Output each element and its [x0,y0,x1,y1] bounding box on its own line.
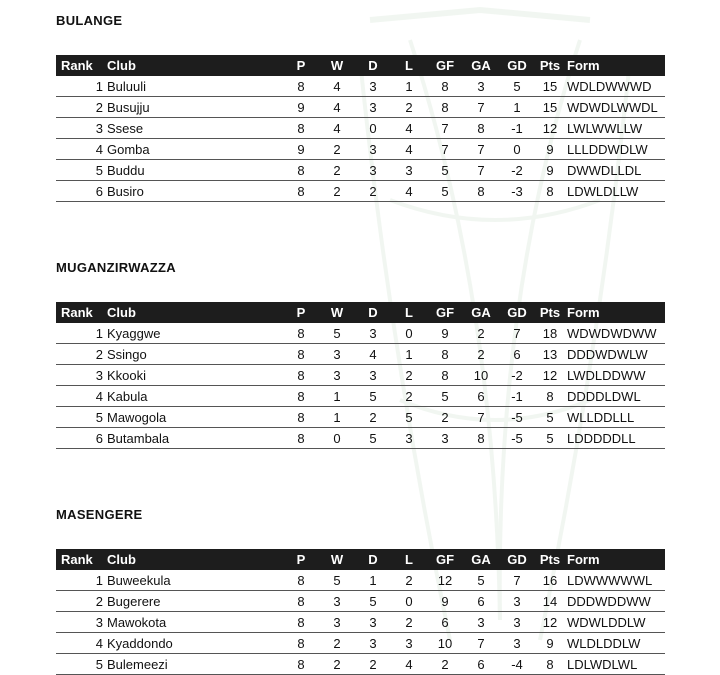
cell-goals-against: 7 [463,633,499,654]
cell-rank: 4 [56,386,107,407]
cell-rank: 6 [56,428,107,449]
col-rank: Rank [56,549,107,570]
cell-played: 8 [283,428,319,449]
col-points: Pts [535,55,565,76]
cell-lost: 2 [391,570,427,591]
cell-lost: 0 [391,591,427,612]
cell-points: 8 [535,386,565,407]
table-row [56,181,665,202]
cell-goal-difference: 6 [499,344,535,365]
cell-points: 15 [535,97,565,118]
cell-played: 8 [283,654,319,675]
col-drawn: D [355,549,391,570]
cell-lost: 3 [391,160,427,181]
cell-goals-against: 8 [463,118,499,139]
table-header-row [56,302,665,323]
cell-goals-against: 7 [463,407,499,428]
cell-drawn: 3 [355,612,391,633]
cell-points: 8 [535,181,565,202]
cell-goals-against: 2 [463,323,499,344]
cell-form: DDDWDWLW [565,344,665,365]
cell-goals-for: 9 [427,591,463,612]
cell-rank: 1 [56,323,107,344]
cell-goal-difference: 3 [499,591,535,612]
cell-points: 9 [535,633,565,654]
cell-points: 5 [535,428,565,449]
cell-goals-against: 7 [463,160,499,181]
cell-goal-difference: 5 [499,76,535,97]
cell-points: 12 [535,365,565,386]
col-goal-difference: GD [499,549,535,570]
cell-form: WLDLDDLW [565,633,665,654]
cell-drawn: 3 [355,633,391,654]
cell-goals-for: 6 [427,612,463,633]
cell-goal-difference: 0 [499,139,535,160]
cell-lost: 2 [391,365,427,386]
cell-club: Busiro [107,181,283,202]
cell-points: 16 [535,570,565,591]
cell-form: WDWDLWWDL [565,97,665,118]
cell-played: 8 [283,612,319,633]
cell-club: Busujju [107,97,283,118]
cell-points: 14 [535,591,565,612]
cell-goals-against: 10 [463,365,499,386]
cell-lost: 4 [391,654,427,675]
table-row [56,118,665,139]
col-goals-for: GF [427,549,463,570]
col-won: W [319,549,355,570]
table-row [56,591,665,612]
cell-club: Buluuli [107,76,283,97]
cell-goals-for: 8 [427,344,463,365]
cell-points: 13 [535,344,565,365]
cell-form: DWWDLLDL [565,160,665,181]
cell-drawn: 0 [355,118,391,139]
cell-goals-against: 5 [463,570,499,591]
cell-goals-against: 7 [463,139,499,160]
cell-points: 9 [535,160,565,181]
col-drawn: D [355,302,391,323]
table-row [56,654,665,675]
cell-drawn: 2 [355,181,391,202]
table-header-row [56,549,665,570]
cell-played: 8 [283,76,319,97]
cell-rank: 3 [56,612,107,633]
cell-lost: 2 [391,97,427,118]
cell-club: Mawokota [107,612,283,633]
cell-goals-for: 9 [427,323,463,344]
cell-lost: 2 [391,386,427,407]
cell-drawn: 5 [355,386,391,407]
cell-won: 1 [319,407,355,428]
cell-drawn: 3 [355,76,391,97]
cell-won: 0 [319,428,355,449]
cell-goal-difference: 3 [499,612,535,633]
cell-won: 5 [319,570,355,591]
cell-goals-for: 2 [427,407,463,428]
cell-drawn: 4 [355,344,391,365]
cell-played: 8 [283,118,319,139]
col-club: Club [107,302,283,323]
cell-form: WDWDWDWW [565,323,665,344]
cell-goals-for: 7 [427,139,463,160]
cell-lost: 2 [391,612,427,633]
cell-drawn: 3 [355,97,391,118]
cell-won: 3 [319,612,355,633]
cell-form: WDLDWWWD [565,76,665,97]
cell-rank: 5 [56,407,107,428]
col-goals-against: GA [463,302,499,323]
cell-goal-difference: -3 [499,181,535,202]
cell-goals-against: 3 [463,76,499,97]
cell-form: DDDDLDWL [565,386,665,407]
table-row [56,344,665,365]
cell-club: Buddu [107,160,283,181]
col-form: Form [565,55,665,76]
cell-won: 2 [319,181,355,202]
col-goal-difference: GD [499,302,535,323]
cell-won: 2 [319,160,355,181]
cell-drawn: 2 [355,654,391,675]
cell-form: LWDLDDWW [565,365,665,386]
col-goal-difference: GD [499,55,535,76]
cell-rank: 2 [56,97,107,118]
table-row [56,97,665,118]
col-lost: L [391,549,427,570]
cell-won: 2 [319,654,355,675]
cell-drawn: 5 [355,591,391,612]
col-club: Club [107,55,283,76]
col-points: Pts [535,302,565,323]
table-row [56,570,665,591]
cell-played: 8 [283,365,319,386]
cell-goals-against: 8 [463,428,499,449]
cell-lost: 3 [391,428,427,449]
cell-played: 8 [283,323,319,344]
cell-club: Bulemeezi [107,654,283,675]
cell-rank: 3 [56,118,107,139]
cell-rank: 4 [56,633,107,654]
col-goals-for: GF [427,302,463,323]
table-row [56,633,665,654]
cell-goal-difference: -1 [499,386,535,407]
standings-table [56,302,665,449]
cell-drawn: 3 [355,139,391,160]
cell-played: 9 [283,97,319,118]
group-title: MASENGERE [56,507,143,522]
cell-goal-difference: -2 [499,365,535,386]
cell-goals-for: 8 [427,97,463,118]
cell-goals-against: 3 [463,612,499,633]
cell-goal-difference: 3 [499,633,535,654]
cell-won: 3 [319,365,355,386]
cell-drawn: 2 [355,407,391,428]
table-row [56,386,665,407]
cell-drawn: 3 [355,160,391,181]
cell-won: 2 [319,139,355,160]
cell-goals-for: 7 [427,118,463,139]
cell-points: 18 [535,323,565,344]
cell-goals-for: 8 [427,365,463,386]
col-form: Form [565,549,665,570]
cell-goal-difference: -5 [499,407,535,428]
cell-form: LDDDDDLL [565,428,665,449]
cell-goals-for: 5 [427,386,463,407]
cell-goals-for: 10 [427,633,463,654]
cell-won: 2 [319,633,355,654]
cell-points: 8 [535,654,565,675]
cell-played: 8 [283,181,319,202]
table-row [56,139,665,160]
cell-goals-for: 3 [427,428,463,449]
col-played: P [283,302,319,323]
cell-form: LDLWDLWL [565,654,665,675]
cell-club: Mawogola [107,407,283,428]
cell-played: 9 [283,139,319,160]
col-rank: Rank [56,302,107,323]
table-row [56,365,665,386]
cell-club: Ssingo [107,344,283,365]
cell-points: 15 [535,76,565,97]
cell-form: LLLDDWDLW [565,139,665,160]
cell-rank: 1 [56,570,107,591]
cell-form: LWLWWLLW [565,118,665,139]
cell-club: Gomba [107,139,283,160]
cell-won: 4 [319,118,355,139]
standings-table [56,549,665,675]
table-row [56,407,665,428]
cell-goals-for: 5 [427,160,463,181]
cell-form: DDDWDDWW [565,591,665,612]
cell-goal-difference: -4 [499,654,535,675]
cell-points: 5 [535,407,565,428]
cell-lost: 3 [391,633,427,654]
cell-rank: 6 [56,181,107,202]
cell-lost: 1 [391,76,427,97]
cell-played: 8 [283,633,319,654]
cell-drawn: 3 [355,323,391,344]
cell-rank: 3 [56,365,107,386]
cell-goals-against: 6 [463,591,499,612]
table-row [56,612,665,633]
cell-lost: 4 [391,139,427,160]
cell-goals-for: 12 [427,570,463,591]
cell-goals-against: 6 [463,386,499,407]
cell-drawn: 1 [355,570,391,591]
cell-lost: 0 [391,323,427,344]
cell-goal-difference: 1 [499,97,535,118]
table-row [56,160,665,181]
cell-played: 8 [283,386,319,407]
cell-played: 8 [283,570,319,591]
cell-rank: 1 [56,76,107,97]
cell-drawn: 3 [355,365,391,386]
cell-goals-for: 8 [427,76,463,97]
col-goals-against: GA [463,549,499,570]
cell-goal-difference: 7 [499,323,535,344]
cell-rank: 5 [56,654,107,675]
cell-points: 9 [535,139,565,160]
col-won: W [319,55,355,76]
col-goals-against: GA [463,55,499,76]
col-played: P [283,55,319,76]
cell-lost: 4 [391,118,427,139]
cell-goals-against: 2 [463,344,499,365]
col-points: Pts [535,549,565,570]
cell-points: 12 [535,612,565,633]
cell-rank: 2 [56,344,107,365]
cell-points: 12 [535,118,565,139]
col-lost: L [391,302,427,323]
cell-played: 8 [283,407,319,428]
cell-club: Buweekula [107,570,283,591]
cell-club: Kkooki [107,365,283,386]
standings-table [56,55,665,202]
cell-club: Kyaggwe [107,323,283,344]
cell-played: 8 [283,591,319,612]
cell-lost: 4 [391,181,427,202]
cell-club: Ssese [107,118,283,139]
table-row [56,323,665,344]
cell-lost: 5 [391,407,427,428]
cell-played: 8 [283,160,319,181]
cell-rank: 5 [56,160,107,181]
cell-club: Butambala [107,428,283,449]
cell-goal-difference: -2 [499,160,535,181]
cell-goal-difference: 7 [499,570,535,591]
cell-won: 5 [319,323,355,344]
cell-goals-against: 7 [463,97,499,118]
cell-rank: 2 [56,591,107,612]
col-rank: Rank [56,55,107,76]
cell-won: 4 [319,97,355,118]
col-drawn: D [355,55,391,76]
cell-form: WLLDDLLL [565,407,665,428]
cell-club: Kabula [107,386,283,407]
group-title: MUGANZIRWAZZA [56,260,176,275]
cell-form: WDWLDDLW [565,612,665,633]
cell-goals-for: 5 [427,181,463,202]
cell-drawn: 5 [355,428,391,449]
cell-form: LDWWWWWL [565,570,665,591]
table-row [56,76,665,97]
col-form: Form [565,302,665,323]
col-club: Club [107,549,283,570]
cell-club: Bugerere [107,591,283,612]
cell-form: LDWLDLLW [565,181,665,202]
col-goals-for: GF [427,55,463,76]
cell-won: 3 [319,344,355,365]
col-played: P [283,549,319,570]
cell-played: 8 [283,344,319,365]
cell-lost: 1 [391,344,427,365]
col-lost: L [391,55,427,76]
table-row [56,428,665,449]
cell-goals-against: 8 [463,181,499,202]
group-title: BULANGE [56,13,123,28]
cell-won: 1 [319,386,355,407]
col-won: W [319,302,355,323]
cell-won: 3 [319,591,355,612]
cell-goals-for: 2 [427,654,463,675]
cell-club: Kyaddondo [107,633,283,654]
cell-goal-difference: -5 [499,428,535,449]
cell-goal-difference: -1 [499,118,535,139]
cell-won: 4 [319,76,355,97]
table-header-row [56,55,665,76]
cell-rank: 4 [56,139,107,160]
cell-goals-against: 6 [463,654,499,675]
